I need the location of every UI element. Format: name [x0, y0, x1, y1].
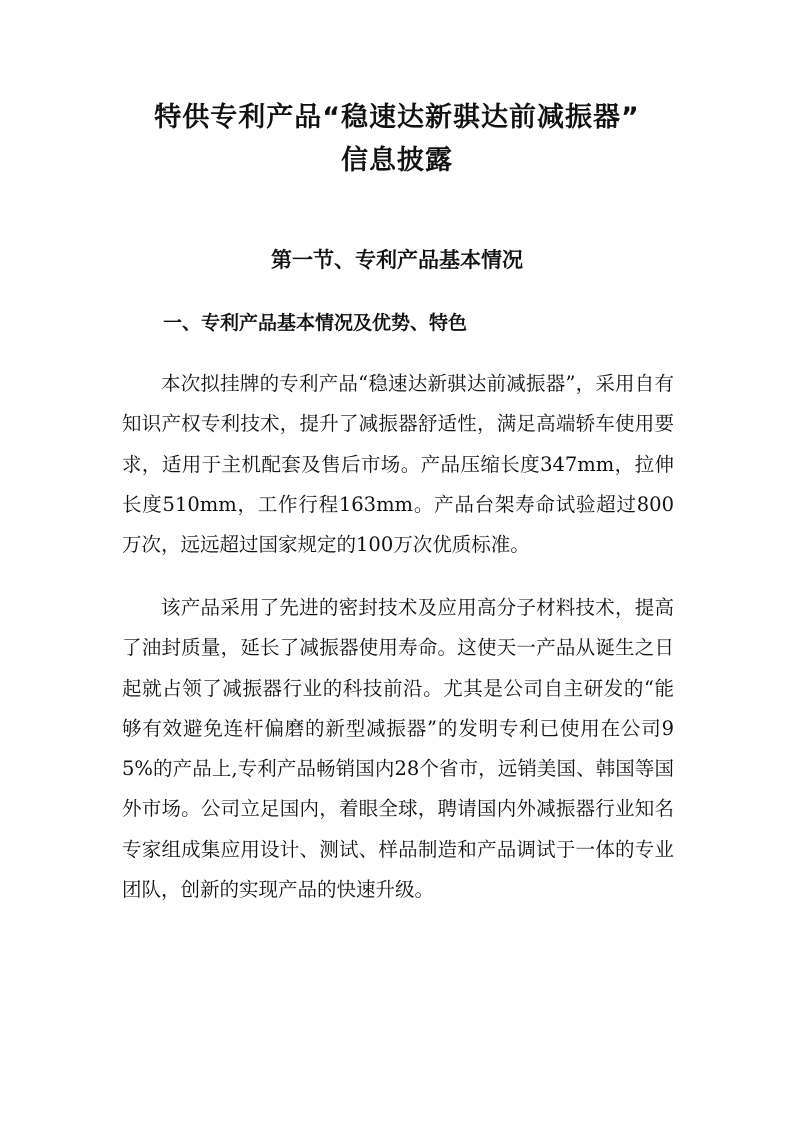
document-title-line-1: 特供专利产品“稳速达新骐达前减振器” [154, 102, 640, 133]
body-paragraph-2: 该产品采用了先进的密封技术及应用高分子材料技术，提高了油封质量，延长了减振器使用寿命。这使天一产品从诞生之日起就占领了减振器行业的科技前沿。尤其是公司自主研发的“能够有效避免连杆偏磨的新型减振器”的发明专利已使用在公司95%的产品上,专利产品畅销国内28个省市，远销美国、韩国等国外市场。公司立足国内，着眼全球，聘请国内外减振器行业知名专家组成集应用设计、测试、样品制造和产品调试于一体的专业团队，创新的实现产品的快速升级。 [122, 596, 674, 902]
body-paragraph-1: 本次拟挂牌的专利产品“稳速达新骐达前减振器”，采用自有知识产权专利技术，提升了减振器舒适性，满足高端轿车使用要求，适用于主机配套及售后市场。产品压缩长度347mm，拉伸长度510mm，工作行程163mm。产品台架寿命试验超过800万次，远远超过国家规定的100万次优质标准。 [122, 372, 674, 557]
document-title-line-2: 信息披露 [341, 145, 453, 176]
section-heading: 第一节、专利产品基本情况 [271, 248, 523, 272]
sub-heading: 一、专利产品基本情况及优势、特色 [163, 312, 468, 334]
